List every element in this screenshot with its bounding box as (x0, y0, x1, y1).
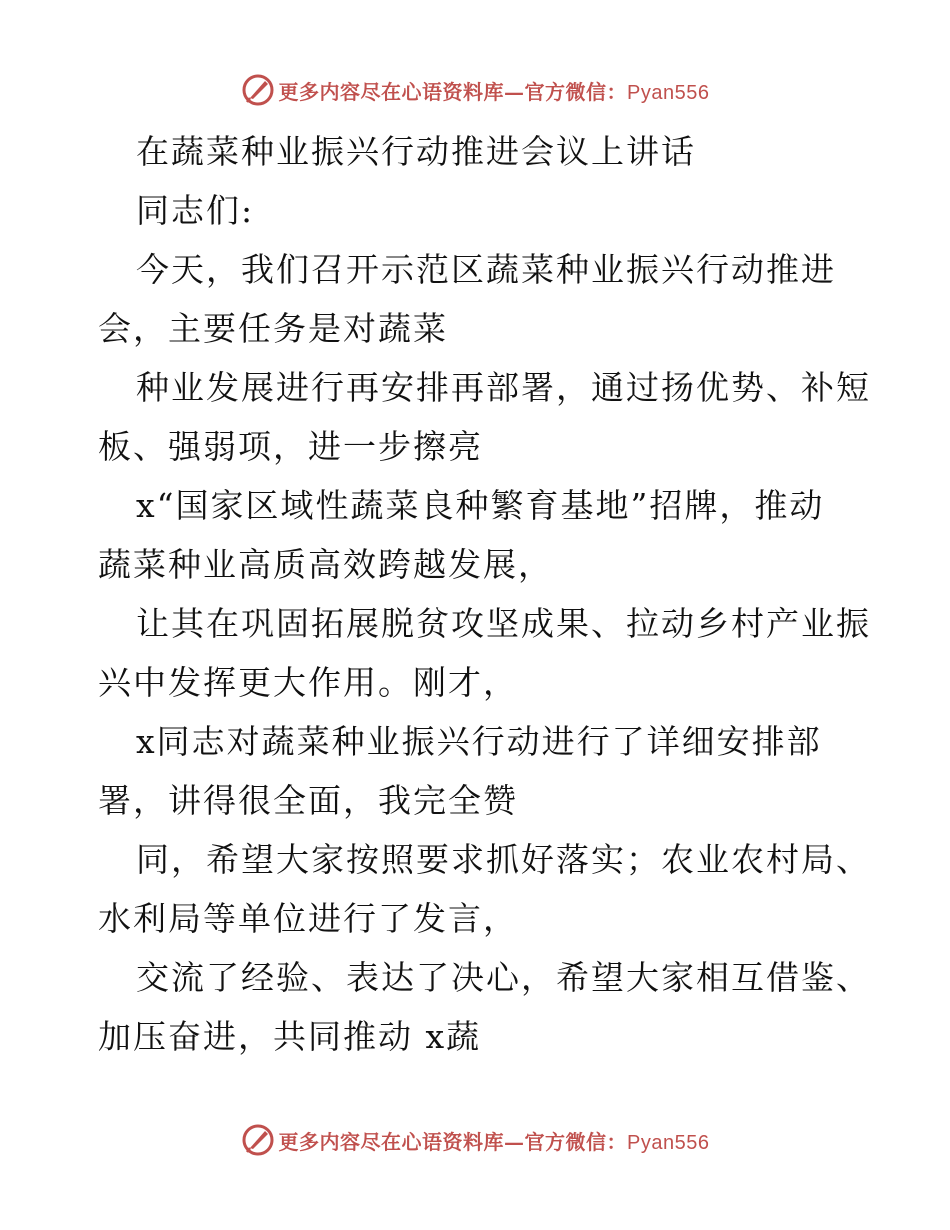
text-line: 让其在巩固拓展脱贫攻坚成果、拉动乡村产业振 (136, 604, 871, 643)
text-line: 交流了经验、表达了决心，希望大家相互借鉴、 (136, 958, 871, 997)
text-line: 会，主要任务是对蔬菜 (98, 309, 448, 348)
text-line: 蔬菜种业高质高效跨越发展， (98, 545, 553, 584)
text-line: 今天，我们召开示范区蔬菜种业振兴行动推进 (136, 250, 836, 289)
text-line: 加压奋进，共同推动 x蔬 (98, 1017, 482, 1056)
text-line: 兴中发挥更大作用。刚才， (98, 663, 518, 702)
footer-watermark (0, 1120, 950, 1160)
text-line: 同，希望大家按照要求抓好落实；农业农村局、 (136, 840, 871, 879)
text-line: x同志对蔬菜种业振兴行动进行了详细安排部 (136, 722, 822, 761)
text-line: 同志们: (136, 191, 255, 230)
feather-pen-logo-icon (241, 1123, 275, 1157)
document-title: 在蔬菜种业振兴行动推进会议上讲话 (136, 132, 696, 171)
header-watermark (0, 70, 950, 110)
watermark-text: 更多内容尽在心语资料库—官方微信：Pyan556 (278, 1129, 710, 1154)
text-line: 板、强弱项，进一步擦亮 (98, 427, 483, 466)
text-line: 水利局等单位进行了发言， (98, 899, 518, 938)
watermark-text: 更多内容尽在心语资料库—官方微信：Pyan556 (278, 79, 710, 104)
text-line: x“国家区域性蔬菜良种繁育基地”招牌，推动 (136, 486, 825, 525)
text-line: 种业发展进行再安排再部署，通过扬优势、补短 (136, 368, 871, 407)
feather-pen-logo-icon (241, 73, 275, 107)
document-body (98, 122, 878, 1066)
text-line: 署，讲得很全面，我完全赞 (98, 781, 518, 820)
